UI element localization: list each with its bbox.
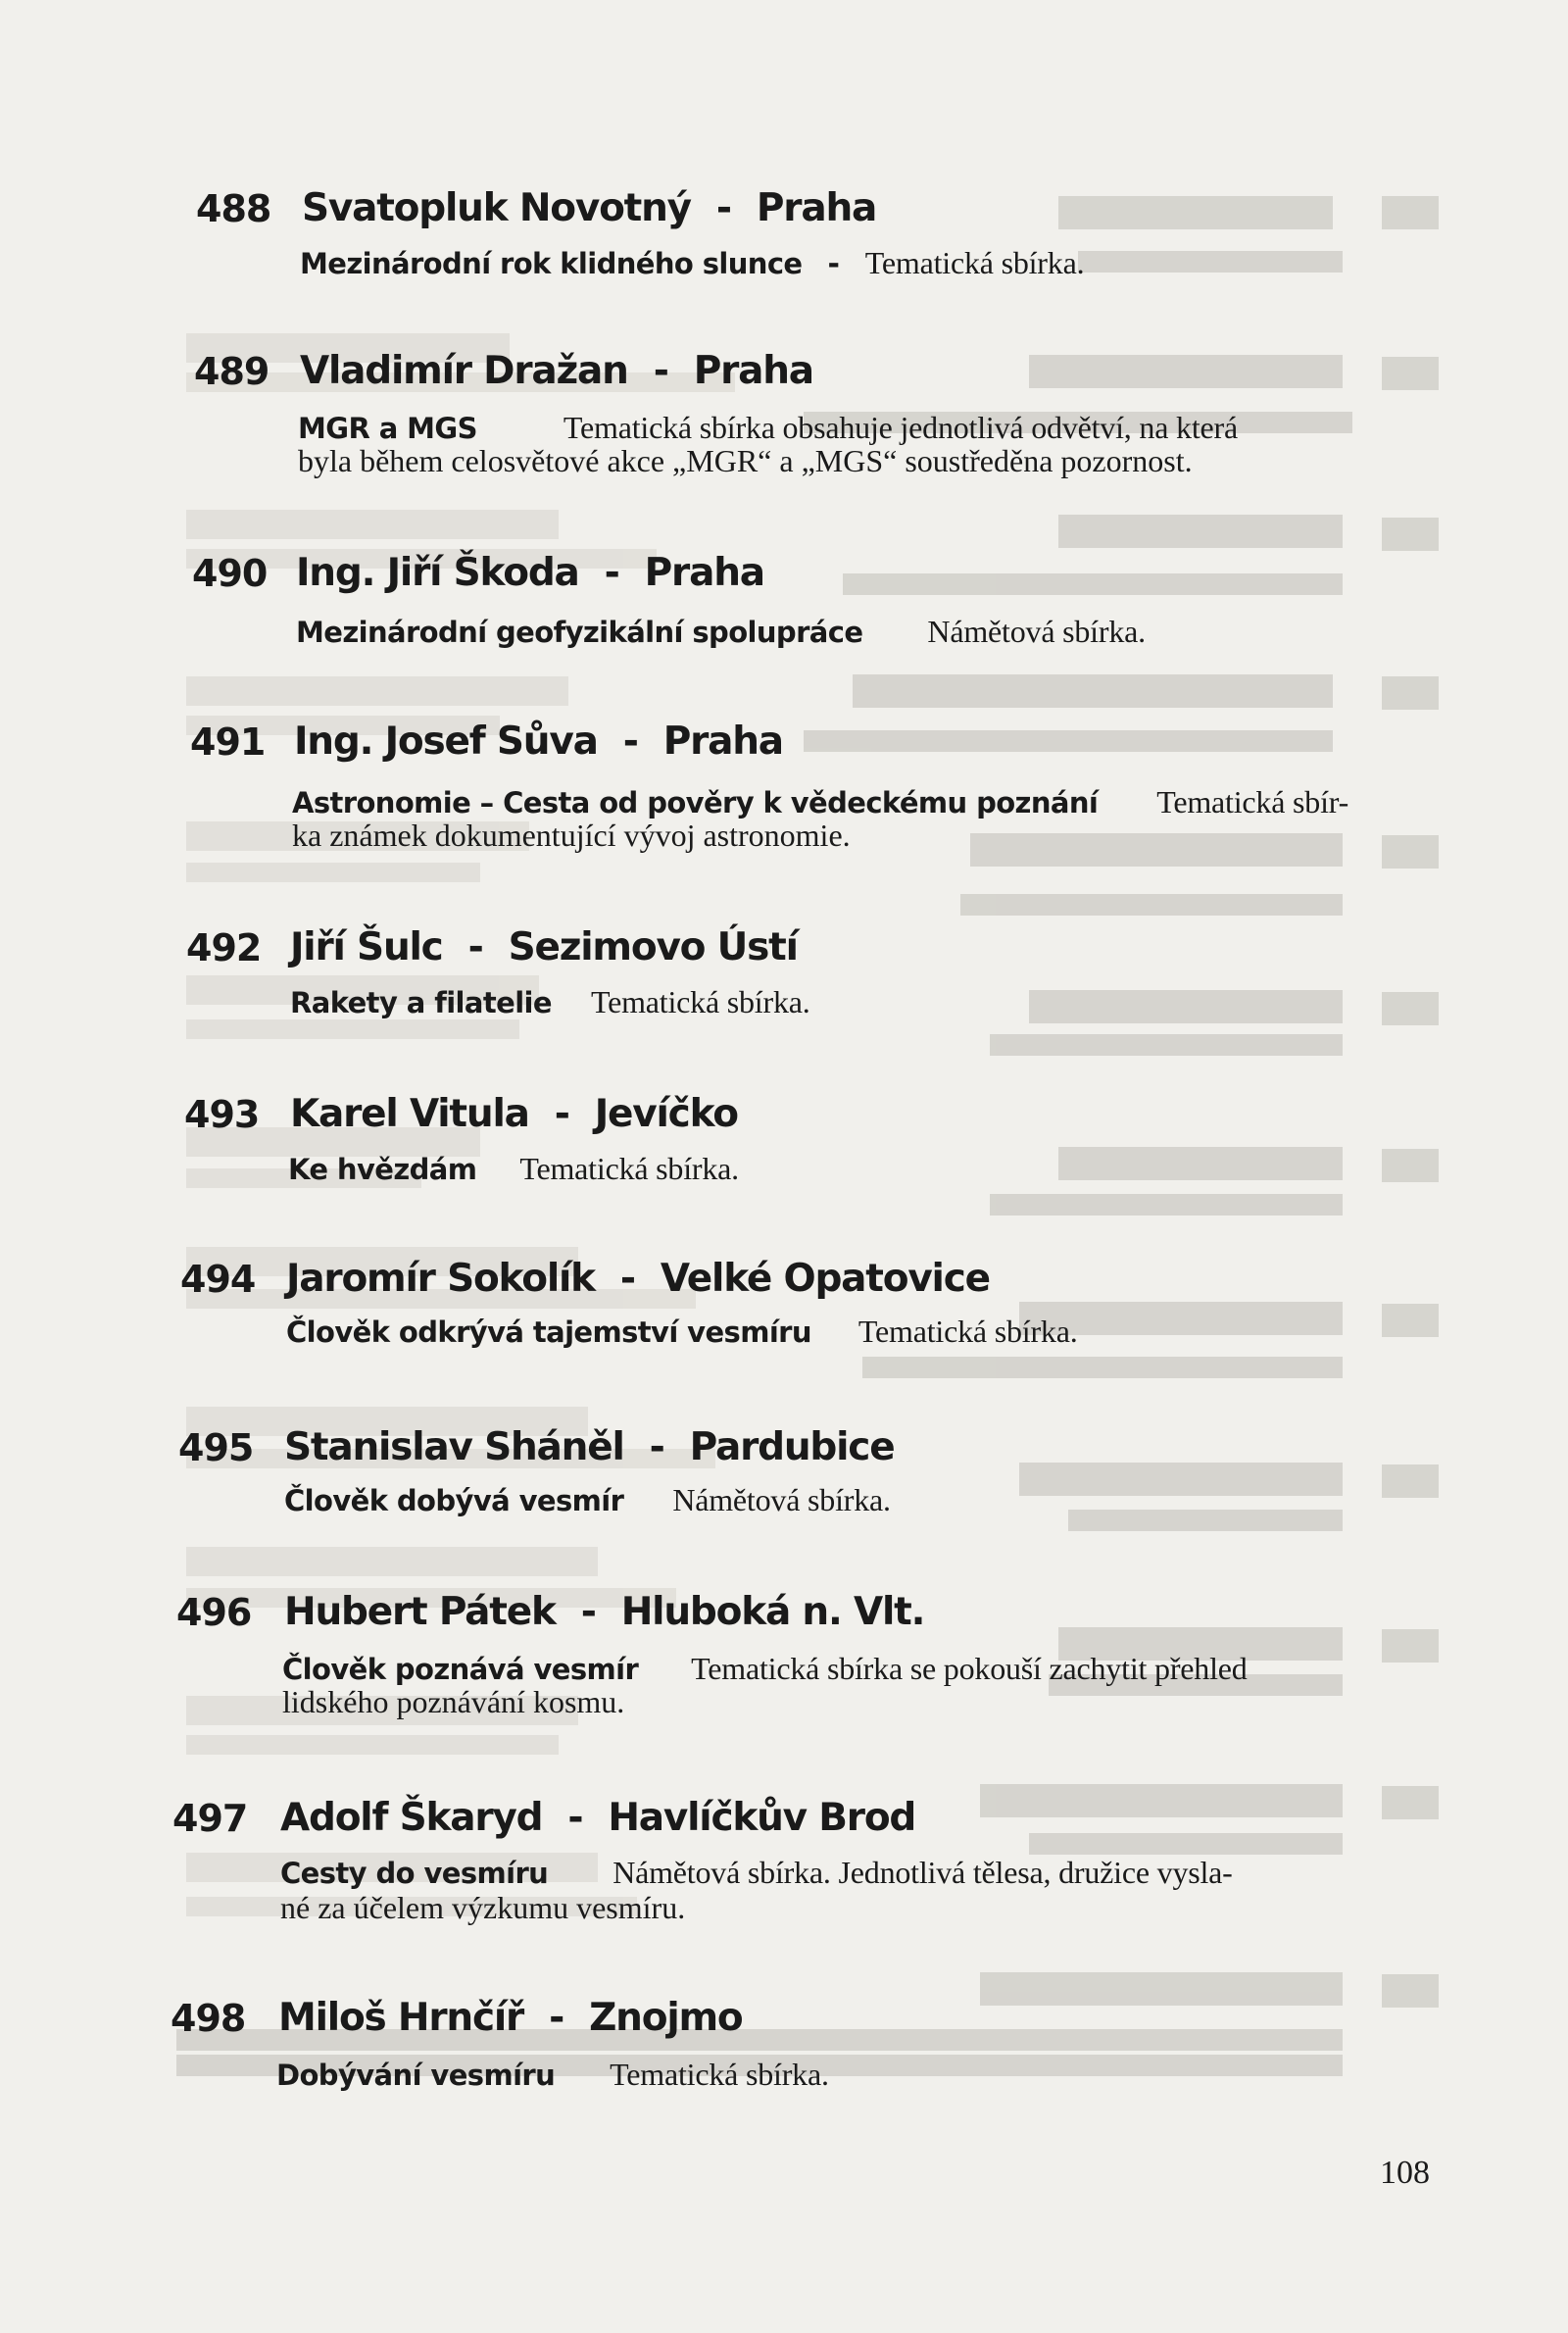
exhibit-note: Tematická sbírka. (610, 2057, 829, 2092)
entry-number: 496 (176, 1591, 252, 1634)
exhibit-note: Námětová sbírka. (672, 1482, 891, 1517)
exhibit-title: Člověk odkrývá tajemství vesmíru (286, 1315, 811, 1349)
exhibit-title: Dobývání vesmíru (276, 2059, 556, 2092)
entry-number: 497 (172, 1797, 248, 1840)
entry-number: 495 (178, 1426, 254, 1469)
entry-number: 488 (196, 187, 271, 230)
dash: - (649, 1425, 664, 1469)
dash: - (619, 1257, 635, 1301)
exhibitor-name: Miloš Hrnčíř (278, 1996, 524, 2040)
exhibit-title: MGR a MGS (298, 412, 477, 445)
dash: - (622, 720, 638, 764)
dash: - (567, 1796, 583, 1840)
exhibitor-city: Sezimovo Ústí (508, 925, 798, 969)
exhibitor-name: Svatopluk Novotný (302, 186, 691, 230)
exhibitor-city: Velké Opatovice (660, 1257, 990, 1301)
entry-number: 491 (190, 720, 266, 764)
exhibit-note: Tematická sbírka se pokouší zachytit přehled (691, 1651, 1248, 1686)
exhibit-title: Člověk dobývá vesmír (284, 1484, 624, 1517)
exhibit-note-continuation: byla během celosvětové akce „MGR“ a „MGS“ soustředěna pozornost. (298, 443, 1193, 478)
exhibitor-city: Praha (756, 186, 877, 230)
dash: - (653, 349, 668, 393)
exhibitor-city: Havlíčkův Brod (608, 1796, 916, 1840)
exhibitor-city: Jevíčko (594, 1092, 738, 1136)
dash: - (580, 1590, 596, 1634)
exhibitor-name: Ing. Jiří Škoda (296, 551, 579, 595)
exhibit-note-continuation: né za účelem výzkumu vesmíru. (280, 1890, 686, 1925)
exhibitor-name: Karel Vitula (290, 1092, 529, 1136)
exhibitor-name: Ing. Josef Sůva (294, 720, 598, 764)
dash: - (554, 1092, 569, 1136)
exhibit-note: Tematická sbírka. (864, 245, 1085, 280)
exhibit-note: Námětová sbírka. (927, 614, 1146, 649)
exhibit-title: Mezinárodní rok klidného slunce (300, 247, 803, 280)
exhibit-note: Tematická sbír- (1156, 784, 1349, 819)
dash: - (604, 551, 619, 595)
exhibitor-city: Praha (693, 349, 813, 393)
exhibitor-name: Jaromír Sokolík (286, 1257, 595, 1301)
exhibitor-name: Vladimír Dražan (300, 349, 628, 393)
exhibit-note-continuation: lidského poznávání kosmu. (282, 1684, 625, 1719)
exhibit-note: Tematická sbírka. (858, 1314, 1078, 1349)
dash: - (549, 1996, 564, 2040)
entry-number: 489 (194, 350, 270, 393)
entry-number: 490 (192, 552, 268, 595)
exhibit-note: Tematická sbírka. (590, 984, 810, 1019)
exhibit-note: Tematická sbírka. (519, 1151, 739, 1186)
exhibit-title: Mezinárodní geofyzikální spolupráce (296, 616, 863, 649)
exhibitor-city: Praha (644, 551, 764, 595)
exhibit-note-continuation: ka známek dokumentující vývoj astronomie. (292, 818, 851, 853)
page-number: 108 (1380, 2155, 1430, 2191)
exhibitor-city: Pardubice (689, 1425, 895, 1469)
exhibit-title: Astronomie – Cesta od pověry k vědeckému poznání (292, 786, 1099, 819)
exhibit-title: Rakety a filatelie (290, 986, 552, 1019)
exhibitor-city: Hluboká n. Vlt. (620, 1590, 925, 1634)
exhibitor-city: Praha (662, 720, 783, 764)
entry-number: 493 (184, 1093, 260, 1136)
exhibitor-name: Stanislav Sháněl (284, 1425, 624, 1469)
dash: - (715, 186, 731, 230)
entry-number: 494 (180, 1258, 256, 1301)
exhibitor-name: Hubert Pátek (284, 1590, 556, 1634)
exhibitor-name: Jiří Šulc (290, 925, 443, 969)
dash: - (467, 925, 483, 969)
exhibit-title: Cesty do vesmíru (280, 1857, 549, 1890)
exhibit-note: Námětová sbírka. Jednotlivá tělesa, družice vysla- (612, 1855, 1233, 1890)
entry-number: 498 (171, 1997, 246, 2040)
exhibit-title: Ke hvězdám (288, 1153, 477, 1186)
exhibitor-name: Adolf Škaryd (280, 1796, 543, 1840)
exhibit-title: Člověk poznává vesmír (282, 1653, 639, 1686)
entry-number: 492 (186, 926, 262, 969)
exhibit-note: Tematická sbírka obsahuje jednotlivá odvětví, na která (563, 410, 1238, 445)
separator: - (827, 247, 840, 281)
exhibitor-city: Znojmo (589, 1996, 743, 2040)
